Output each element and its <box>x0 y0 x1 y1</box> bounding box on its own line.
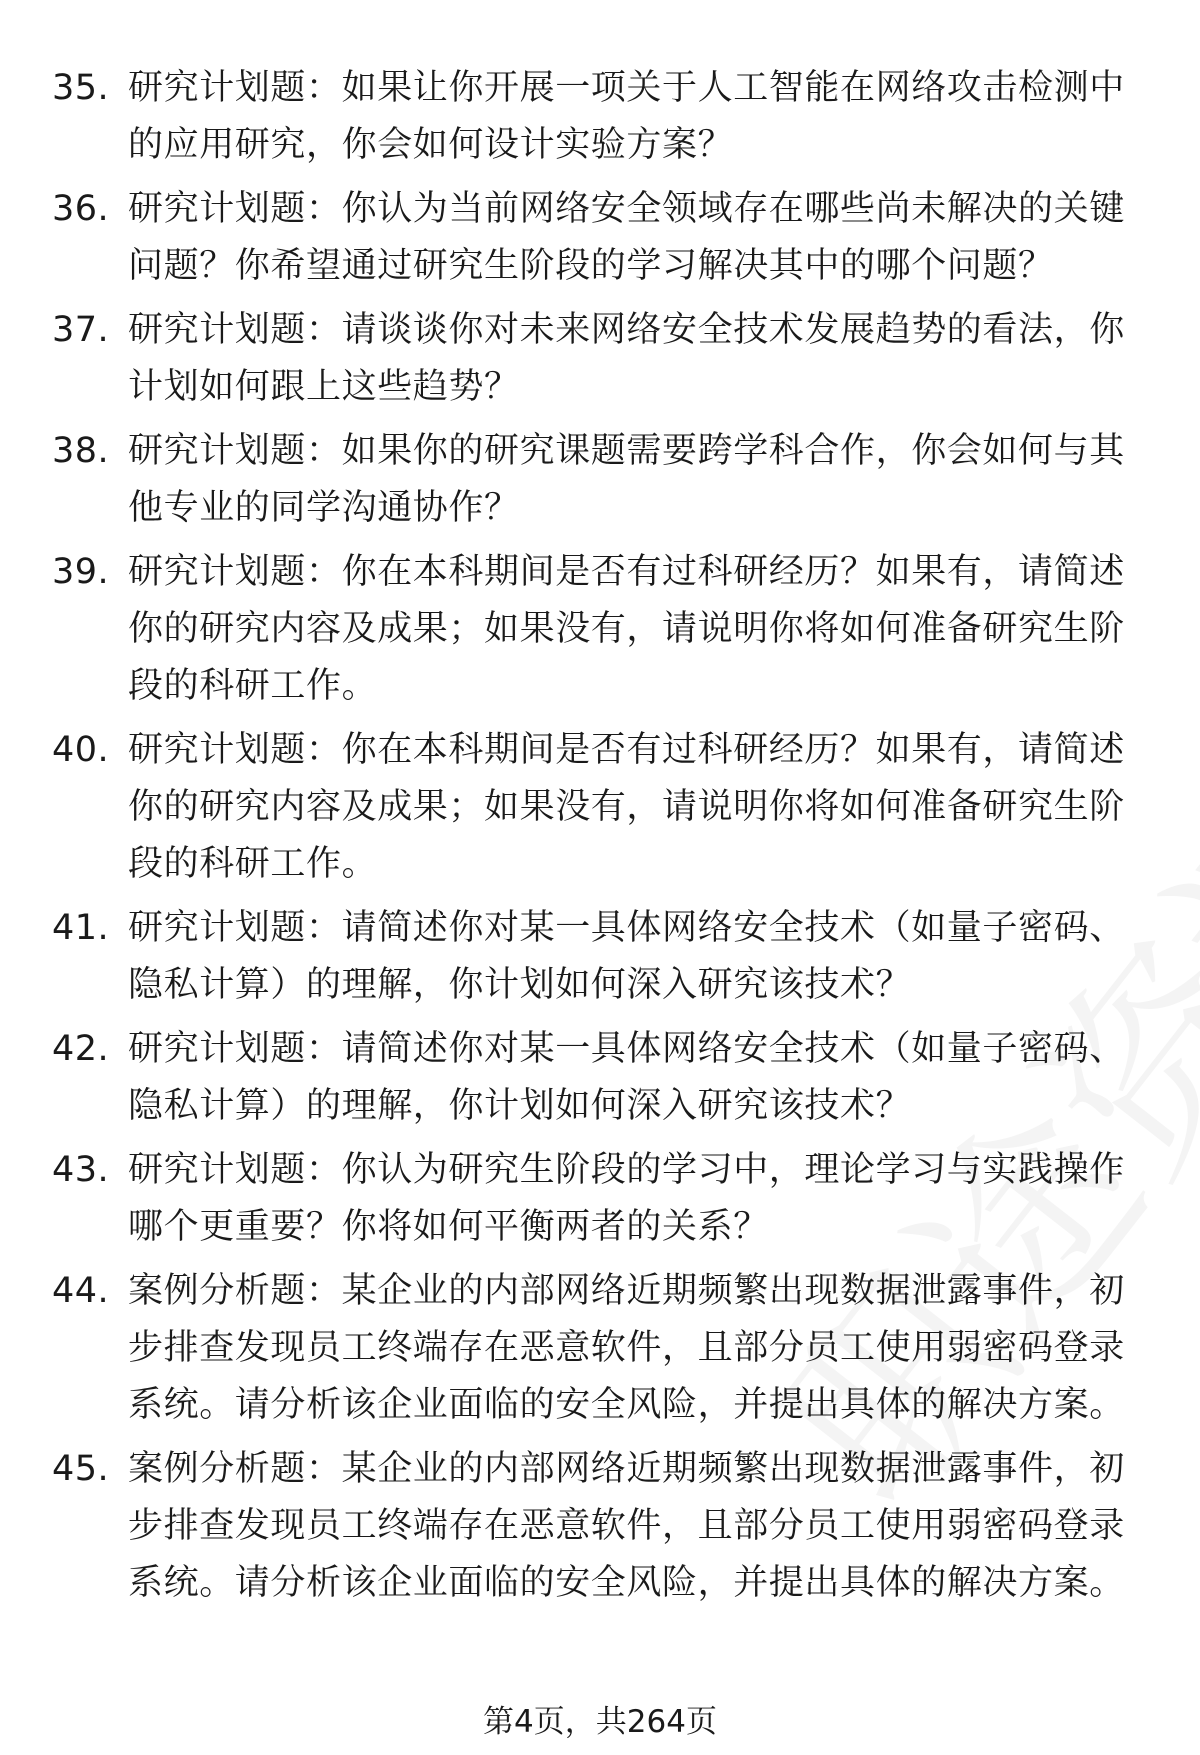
question-text: 研究计划题：你认为研究生阶段的学习中，理论学习与实践操作哪个更重要？你将如何平衡两者的关系？ <box>128 1150 1125 1247</box>
question-text: 研究计划题：如果你的研究课题需要跨学科合作，你会如何与其他专业的同学沟通协作？ <box>128 431 1125 528</box>
question-list <box>52 60 1152 1619</box>
question-number: 42. <box>52 1029 110 1069</box>
question-item-39 <box>52 544 1152 722</box>
question-item-37 <box>52 302 1152 423</box>
question-item-38 <box>52 423 1152 544</box>
question-item-43 <box>52 1142 1152 1263</box>
question-number: 35. <box>52 68 110 108</box>
question-item-45 <box>52 1441 1152 1619</box>
question-item-35 <box>52 60 1152 181</box>
question-item-40 <box>52 722 1152 900</box>
question-item-41 <box>52 900 1152 1021</box>
question-number: 36. <box>52 189 110 229</box>
question-text: 研究计划题：请简述你对某一具体网络安全技术（如量子密码、隐私计算）的理解，你计划如何深入研究该技术？ <box>128 1029 1125 1126</box>
question-number: 40. <box>52 730 110 770</box>
question-text: 研究计划题：你在本科期间是否有过科研经历？如果有，请简述你的研究内容及成果；如果没有，请说明你将如何准备研究生阶段的科研工作。 <box>128 552 1125 706</box>
question-text: 案例分析题：某企业的内部网络近期频繁出现数据泄露事件，初步排查发现员工终端存在恶意软件，且部分员工使用弱密码登录系统。请分析该企业面临的安全风险，并提出具体的解决方案。 <box>128 1449 1125 1603</box>
page-number: 第4页，共264页 <box>483 1704 717 1740</box>
question-item-36 <box>52 181 1152 302</box>
question-number: 44. <box>52 1271 110 1311</box>
question-number: 43. <box>52 1150 110 1190</box>
question-text: 研究计划题：如果让你开展一项关于人工智能在网络攻击检测中的应用研究，你会如何设计实验方案？ <box>128 68 1125 165</box>
question-number: 39. <box>52 552 110 592</box>
question-number: 38. <box>52 431 110 471</box>
question-item-44 <box>52 1263 1152 1441</box>
question-text: 研究计划题：请谈谈你对未来网络安全技术发展趋势的看法，你计划如何跟上这些趋势？ <box>128 310 1125 407</box>
question-number: 45. <box>52 1449 110 1489</box>
question-item-42 <box>52 1021 1152 1142</box>
page-footer <box>0 1702 1200 1742</box>
question-text: 研究计划题：请简述你对某一具体网络安全技术（如量子密码、隐私计算）的理解，你计划如何深入研究该技术？ <box>128 908 1125 1005</box>
question-text: 案例分析题：某企业的内部网络近期频繁出现数据泄露事件，初步排查发现员工终端存在恶意软件，且部分员工使用弱密码登录系统。请分析该企业面临的安全风险，并提出具体的解决方案。 <box>128 1271 1125 1425</box>
question-number: 37. <box>52 310 110 350</box>
question-text: 研究计划题：你在本科期间是否有过科研经历？如果有，请简述你的研究内容及成果；如果没有，请说明你将如何准备研究生阶段的科研工作。 <box>128 730 1125 884</box>
question-number: 41. <box>52 908 110 948</box>
question-text: 研究计划题：你认为当前网络安全领域存在哪些尚未解决的关键问题？你希望通过研究生阶段的学习解决其中的哪个问题？ <box>128 189 1125 286</box>
